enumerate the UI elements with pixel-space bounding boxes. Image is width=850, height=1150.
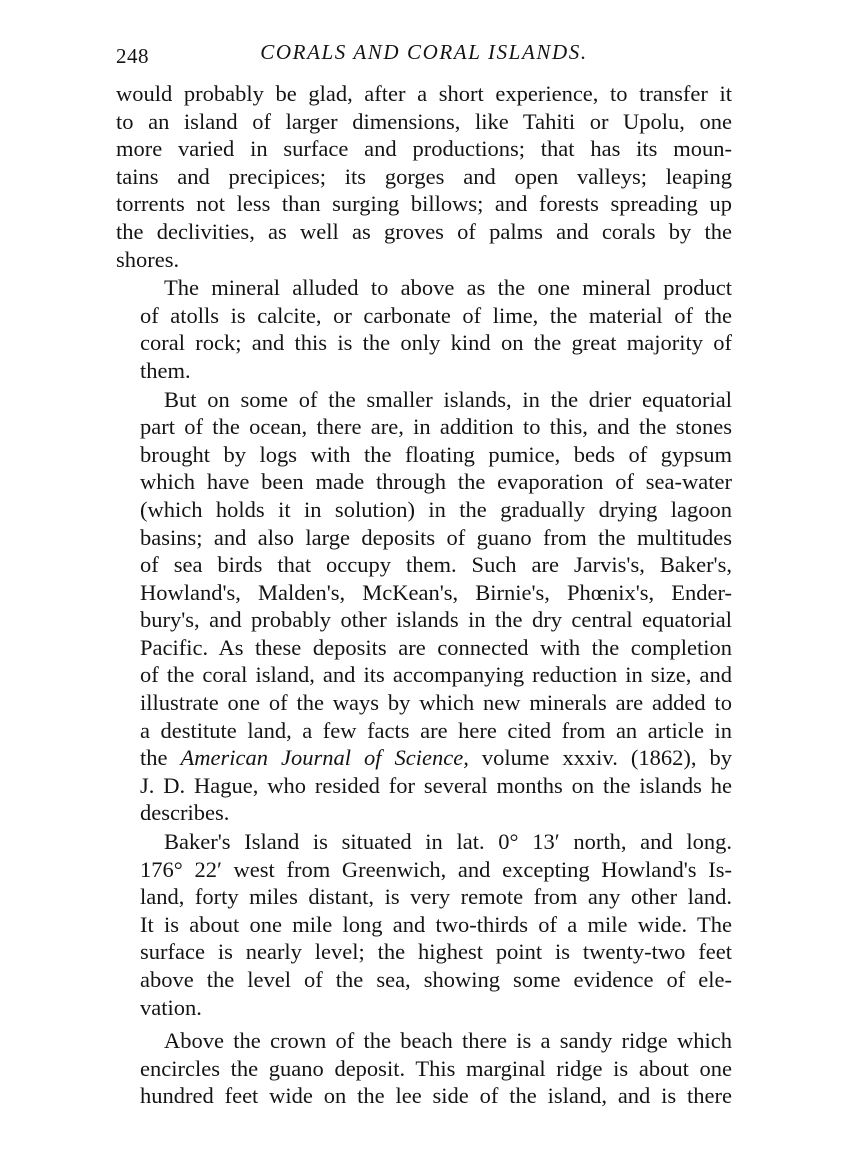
text-line: tains and precipices; its gorges and open valleys; leaping: [116, 163, 732, 189]
text-line: The mineral alluded to above as the one mineral product: [164, 275, 732, 301]
text-line: It is about one mile long and two-thirds of a mile wide. The: [140, 911, 732, 937]
text-line: vation.: [140, 994, 202, 1020]
text-line: But on some of the smaller islands, in the drier equatorial: [164, 386, 732, 412]
text-line: Baker's Island is situated in lat. 0° 13′ north, and long.: [164, 829, 732, 855]
text-line: encircles the guano deposit. This marginal ridge is about one: [140, 1055, 732, 1081]
text-line: coral rock; and this is the only kind on the great majority of: [140, 330, 732, 356]
text-line: 176° 22′ west from Greenwich, and excepting Howland's Is-: [140, 856, 732, 882]
text-line: land, forty miles distant, is very remote from any other land.: [140, 884, 732, 910]
text-line: to an island of larger dimensions, like Tahiti or Upolu, one: [116, 108, 732, 134]
text-line: (which holds it in solution) in the gradually drying lagoon: [140, 496, 732, 522]
paragraph-4: [116, 828, 732, 1021]
text-line: bury's, and probably other islands in the dry central equatorial: [140, 607, 732, 633]
text-line: above the level of the sea, showing some evidence of ele-: [140, 967, 732, 992]
line-text: the: [140, 745, 181, 771]
line-text: volume xxxiv. (1862), by: [468, 745, 732, 771]
text-line-with-italic: [116, 744, 732, 772]
text-line: would probably be glad, after a short experience, to transfer it: [116, 81, 732, 106]
paragraph-1: [116, 80, 732, 273]
text-line: shores.: [116, 246, 180, 272]
text-line: of atolls is calcite, or carbonate of lime, the material of the: [140, 302, 732, 328]
text-line: hundred feet wide on the lee side of the island, and is there: [140, 1083, 732, 1109]
text-line: Above the crown of the beach there is a sandy ridge which: [164, 1028, 732, 1054]
text-line: part of the ocean, there are, in addition to this, and the stones: [140, 414, 732, 440]
page-number: 248: [116, 44, 149, 68]
text-line: brought by logs with the floating pumice, beds of gypsum: [140, 441, 732, 467]
text-line: basins; and also large deposits of guano from the multitudes: [140, 524, 732, 550]
paragraph-5: [116, 1027, 732, 1110]
paragraph-2: [116, 274, 732, 384]
text-line: the declivities, as well as groves of palms and corals by the: [116, 218, 732, 244]
text-line: surface is nearly level; the highest point is twenty-two feet: [140, 939, 732, 965]
text-line: J. D. Hague, who resided for several months on the islands he: [140, 772, 732, 798]
text-line: illustrate one of the ways by which new minerals are added to: [140, 690, 732, 716]
text-line: of sea birds that occupy them. Such are Jarvis's, Baker's,: [140, 552, 732, 578]
text-line: describes.: [140, 800, 230, 826]
text-line: a destitute land, a few facts are here cited from an article in: [140, 717, 732, 743]
running-head: CORALS AND CORAL ISLANDS.: [260, 40, 588, 64]
text-line: which have been made through the evaporation of sea-water: [140, 469, 732, 495]
text-line: torrents not less than surging billows; and forests spreading up: [116, 191, 732, 217]
text-line: Pacific. As these deposits are connected with the completion: [140, 634, 732, 660]
text-line: of the coral island, and its accompanying reduction in size, and: [140, 662, 732, 688]
text-line: more varied in surface and productions; that has its moun-: [116, 136, 732, 162]
page-header: [116, 38, 732, 68]
paragraph-3: [116, 386, 732, 828]
text-line: Howland's, Malden's, McKean's, Birnie's, Phœnix's, Ender-: [140, 579, 732, 605]
journal-title: American Journal of Science,: [180, 745, 469, 771]
text-line: them.: [140, 357, 191, 383]
body-text: [116, 80, 732, 1110]
